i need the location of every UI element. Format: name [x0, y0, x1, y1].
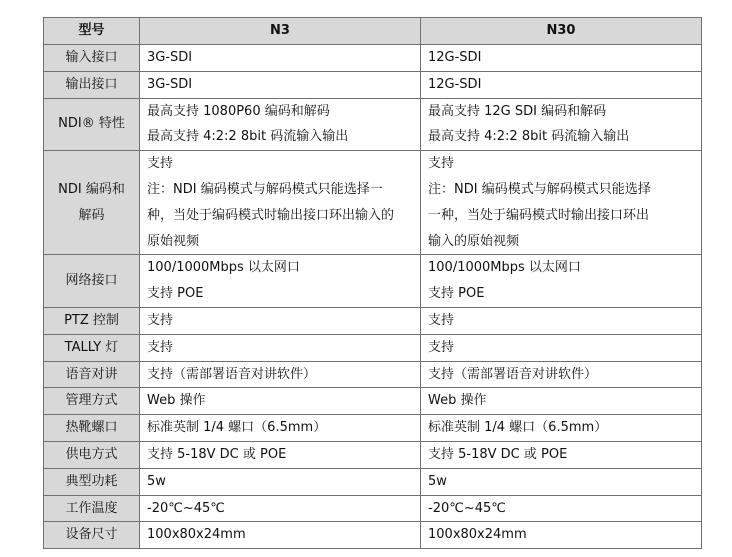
cell-line: 支持 5-18V DC 或 POE [428, 446, 568, 462]
cell-line: -20℃~45℃ [147, 500, 225, 516]
cell-line: 原始视频 [147, 233, 200, 249]
cell-n30 [421, 307, 702, 334]
cell-line: 支持 5-18V DC 或 POE [147, 446, 287, 462]
table-row [44, 441, 702, 468]
table-row [44, 151, 702, 255]
cell-n3 [140, 255, 421, 308]
table-row [44, 255, 702, 308]
table-row [44, 468, 702, 495]
row-label: 设备尺寸 [44, 522, 140, 549]
cell-line: 支持（需部署语音对讲软件） [147, 366, 317, 382]
row-label: TALLY 灯 [44, 334, 140, 361]
row-label: 输出接口 [44, 71, 140, 98]
cell-line: 100x80x24mm [428, 527, 527, 543]
table-row [44, 388, 702, 415]
cell-n30 [421, 495, 702, 522]
row-label: PTZ 控制 [44, 307, 140, 334]
cell-line: 12G-SDI [428, 76, 482, 92]
cell-line: 标准英制 1/4 螺口（6.5mm） [147, 420, 327, 436]
row-label: 语音对讲 [44, 361, 140, 388]
cell-n30 [421, 415, 702, 442]
table-row [44, 522, 702, 549]
cell-line: 最高支持 4:2:2 8bit 码流输入输出 [428, 129, 630, 145]
row-label: 典型功耗 [44, 468, 140, 495]
cell-line: 支持 [147, 339, 174, 355]
table-row [44, 415, 702, 442]
cell-line: Web 操作 [147, 393, 206, 409]
cell-line: 3G-SDI [147, 50, 193, 65]
cell-line: Web 操作 [428, 393, 487, 409]
cell-line: 支持 POE [147, 286, 204, 302]
table-row [44, 307, 702, 334]
cell-n3 [140, 98, 421, 151]
cell-line: 100/1000Mbps 以太网口 [147, 260, 300, 276]
cell-n3 [140, 151, 421, 255]
cell-line: 支持（需部署语音对讲软件） [428, 366, 598, 382]
header-model-n30: N30 [421, 18, 702, 45]
cell-line: 支持 [428, 339, 455, 355]
cell-n30 [421, 71, 702, 98]
row-label [44, 151, 140, 255]
cell-n3 [140, 307, 421, 334]
cell-line: 支持 POE [428, 286, 485, 302]
cell-line: 最高支持 12G SDI 编码和解码 [428, 103, 607, 119]
cell-line: -20℃~45℃ [428, 500, 506, 516]
row-label: 工作温度 [44, 495, 140, 522]
cell-n30 [421, 468, 702, 495]
cell-line: 3G-SDI [147, 76, 193, 92]
cell-n30 [421, 441, 702, 468]
cell-n30 [421, 361, 702, 388]
header-row [44, 18, 702, 45]
cell-line: 种，当处于编码模式时输出接口环出输入的 [147, 207, 395, 223]
header-label-cell: 型号 [44, 18, 140, 45]
cell-n3 [140, 415, 421, 442]
cell-line: 支持 [428, 156, 455, 172]
cell-line: 100x80x24mm [147, 527, 246, 543]
cell-line: 12G-SDI [428, 50, 482, 65]
cell-line: 标准英制 1/4 螺口（6.5mm） [428, 420, 608, 436]
table-row [44, 495, 702, 522]
row-label: NDI® 特性 [44, 98, 140, 151]
cell-n3 [140, 495, 421, 522]
table-row [44, 334, 702, 361]
cell-line: 最高支持 4:2:2 8bit 码流输入输出 [147, 129, 349, 145]
cell-n30 [421, 45, 702, 72]
cell-n30 [421, 255, 702, 308]
cell-n3 [140, 71, 421, 98]
cell-n30 [421, 334, 702, 361]
row-label-line: 解码 [78, 207, 105, 223]
row-label: 输入接口 [44, 45, 140, 72]
table-row [44, 361, 702, 388]
row-label: 网络接口 [44, 255, 140, 308]
cell-line: 最高支持 1080P60 编码和解码 [147, 103, 330, 119]
cell-line: 5w [428, 473, 447, 489]
cell-n3 [140, 522, 421, 549]
cell-line: 支持 [428, 312, 455, 328]
cell-n3 [140, 441, 421, 468]
cell-line: 注：NDI 编码模式与解码模式只能选择一 [147, 181, 383, 197]
cell-n3 [140, 334, 421, 361]
cell-n3 [140, 388, 421, 415]
cell-line: 5w [147, 473, 166, 489]
cell-n30 [421, 388, 702, 415]
table-header [44, 18, 702, 45]
row-label: 供电方式 [44, 441, 140, 468]
cell-n3 [140, 468, 421, 495]
table-row [44, 45, 702, 72]
header-model-n3: N3 [140, 18, 421, 45]
cell-n30 [421, 522, 702, 549]
cell-line: 支持 [147, 312, 174, 328]
cell-n3 [140, 45, 421, 72]
spec-comparison-table [43, 17, 702, 549]
cell-line: 输入的原始视频 [428, 233, 520, 249]
table-row [44, 71, 702, 98]
table-row [44, 98, 702, 151]
cell-n3 [140, 361, 421, 388]
row-label-line: NDI 编码和 [58, 181, 125, 197]
cell-line: 100/1000Mbps 以太网口 [428, 260, 581, 276]
cell-n30 [421, 98, 702, 151]
cell-n30 [421, 151, 702, 255]
row-label: 热靴螺口 [44, 415, 140, 442]
cell-line: 注：NDI 编码模式与解码模式只能选择 [428, 181, 651, 197]
cell-line: 一种，当处于编码模式时输出接口环出 [428, 207, 650, 223]
row-label: 管理方式 [44, 388, 140, 415]
cell-line: 支持 [147, 156, 174, 172]
